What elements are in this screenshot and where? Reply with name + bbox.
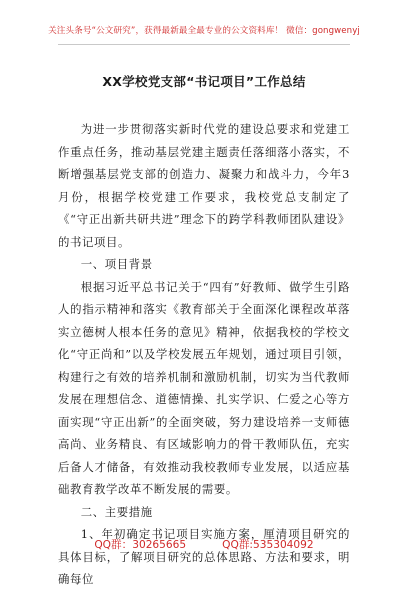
footer-qq-group-1: QQ群：30265665 [94,539,187,551]
footer-qq-group-2: QQ群:535304092 [222,539,314,551]
header-divider [58,44,350,45]
section-heading-background: 一、项目背景 [80,257,153,271]
background-paragraph: 根据习近平总书记关于“四有”好教师、做学生引路人的指示精神和落实《教育部关于全面深化课程改革落实立德树人根本任务的意见》精神，依据我校的学校文化“守正尚和”以及学校发展五年规划，通过项目引领，构建行之有效的培养机制和激励机制，切实为当代教师发展在理想信念、道德情操、扎实学识、仁爱之心等方面实现“守正出新”的全面突破，努力建设培养一支师德高尚、业务精良、有区域影响力的骨干教师队伍，充实后备人才储备，有效推动我校教师专业发展，以适应基础教育教学改革不断发展的需要。 [58,279,350,496]
header-promo-note: 关注头条号“公文研究”，获得最新最全最专业的公文资料库！ 微信：gongwenyj [48,26,360,36]
document-title: XX学校党支部“书记项目”工作总结 [102,74,306,89]
intro-paragraph: 为进一步贯彻落实新时代党的建设总要求和党建工作重点任务，推动基层党建主题责任落细落小落实，不断增强基层党支部的创造力、凝聚力和战斗力，今年3月份，根据学校党建工作要求，我校党总支制定了《“守正出新共研共进”理念下的跨学科教师团队建设》的书记项目。 [58,122,350,249]
document-body [58,118,350,591]
footer-contact [0,537,408,552]
measures-paragraph: 1、年初确定书记项目实施方案，厘清项目研究的具体目标，了解项目研究的总体思路、方法和要求，明确每位 [58,527,350,586]
section-heading-measures: 二、主要措施 [80,504,153,519]
